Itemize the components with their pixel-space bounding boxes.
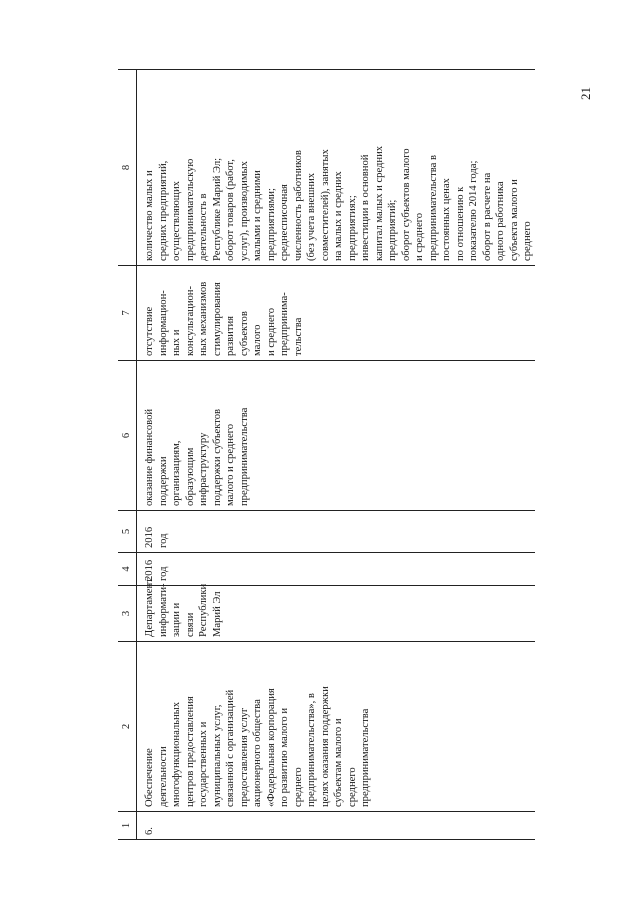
cell-line: консультацион-	[184, 286, 196, 356]
cell-line: 2016	[144, 526, 155, 548]
cell-line: деятельность в	[198, 193, 209, 261]
cell-line: год	[157, 566, 169, 581]
cell-line: субъектов	[238, 311, 250, 356]
cell-line: организациям,	[171, 440, 182, 506]
cell-line: информацион-	[157, 290, 169, 356]
cell-line: средних предприятий,	[157, 160, 169, 261]
col-number-6: 6	[118, 361, 137, 511]
cell-line: одного работника	[495, 181, 506, 261]
cell-line: предпринимательства», в	[306, 693, 317, 807]
cell-line: на малых и средних	[333, 171, 344, 261]
cell-line: поддержки	[157, 456, 169, 506]
cell-line: поддержки субъектов	[211, 408, 223, 506]
cell-line: многофункциональных	[171, 701, 182, 807]
cell-line: инвестиции в основной	[360, 154, 371, 261]
cell-line: среднесписочная	[279, 184, 290, 261]
cell-line: оборот субъектов малого	[400, 148, 412, 261]
cell-line: предпринимательскую	[184, 158, 196, 261]
cell-line: центров предоставления	[184, 696, 196, 807]
cell-line: субъекта малого и	[508, 179, 520, 261]
col-number-3: 3	[118, 586, 137, 642]
cell-line: предоставления услуг	[238, 707, 250, 807]
col-number-1: 1	[118, 812, 137, 840]
cell-line: образующим	[184, 447, 196, 506]
col-number-2: 2	[118, 642, 137, 812]
consequences-cell	[137, 266, 535, 361]
cell-line: осуществляющих	[171, 181, 182, 261]
cell-line: стимулирования	[211, 282, 223, 356]
page-number: 21	[578, 87, 593, 100]
cell-line: год	[157, 533, 169, 548]
cell-line: предприятиях;	[346, 195, 358, 261]
cell-line: услуг), производимых	[238, 161, 250, 261]
col-number-4: 4	[118, 553, 137, 586]
cell-line: по развитию малого и	[279, 707, 290, 807]
cell-line: предприятиями;	[265, 188, 277, 261]
cell-line: связанной с организацией	[225, 689, 236, 807]
cell-line: оборот товаров (работ,	[225, 159, 236, 261]
column-number-row	[118, 70, 137, 840]
rotated-table-wrapper	[118, 70, 533, 840]
cell-line: отсутствие	[144, 306, 155, 356]
cell-line: оказание финансовой	[144, 408, 155, 506]
cell-line: ных и	[171, 329, 182, 356]
start-cell	[137, 553, 535, 586]
cell-line: зации и	[171, 602, 182, 637]
cell-line: среднего	[522, 221, 533, 261]
measures-table	[118, 69, 535, 840]
cell-line: Марий Эл	[211, 591, 223, 637]
cell-line: акционерного общества	[252, 699, 263, 807]
cell-line: ных механизмов	[198, 281, 209, 356]
col-number-5: 5	[118, 511, 137, 553]
activity-cell	[137, 642, 535, 812]
cell-line: и среднего	[265, 307, 277, 356]
cell-line: предпринимательства в	[427, 155, 439, 261]
cell-line: предпринимательства	[360, 708, 371, 807]
cell-line: связи	[184, 612, 196, 637]
cell-line: численность работников	[292, 150, 304, 261]
cell-line: информати-	[157, 583, 169, 637]
table-row	[137, 70, 535, 840]
cell-line: инфраструктуру	[198, 432, 209, 506]
cell-line: постоянных ценах	[441, 178, 452, 261]
cell-line: показателю 2014 года;	[468, 160, 479, 261]
col-number-7: 7	[118, 266, 137, 361]
cell-line: (без учета внешних	[306, 172, 317, 261]
cell-line: субъектам малого и	[333, 718, 344, 807]
indicators-cell	[137, 70, 535, 266]
row-number: 6.	[137, 812, 535, 840]
cell-line: малого	[252, 324, 263, 356]
cell-line: Обеспечение	[144, 748, 155, 807]
cell-line: государственных и	[198, 721, 209, 807]
cell-line: целях оказания поддержки	[319, 686, 331, 807]
cell-line: малыми и средними	[252, 170, 263, 261]
cell-line: предпринимательства	[238, 407, 250, 506]
cell-line: по отношению к	[454, 186, 466, 261]
col-number-8: 8	[118, 70, 137, 266]
cell-line: Республики	[198, 583, 209, 637]
cell-line: оборот в расчете на	[481, 172, 493, 261]
cell-line: среднего	[292, 767, 304, 807]
cell-line: предпринима-	[279, 292, 290, 356]
cell-line: 2016	[144, 559, 155, 581]
cell-line: Департамент	[144, 578, 155, 637]
cell-line: малого и среднего	[225, 423, 236, 506]
cell-line: предприятий;	[387, 199, 398, 261]
result-cell	[137, 361, 535, 511]
cell-line: тельства	[292, 317, 304, 356]
cell-line: «Федеральная корпорация	[265, 688, 277, 807]
cell-line: развития	[225, 315, 236, 356]
cell-line: капитал малых и средних	[373, 145, 385, 261]
cell-line: совместителей), занятых	[319, 149, 331, 261]
cell-line: деятельности	[157, 746, 169, 807]
cell-line: среднего	[346, 767, 358, 807]
cell-line: количество малых и	[144, 170, 155, 261]
executor-cell	[137, 578, 535, 642]
cell-line: и среднего	[414, 212, 425, 261]
end-cell	[137, 511, 535, 553]
cell-line: Республике Марий Эл;	[211, 157, 223, 261]
cell-line: муниципальных услуг,	[211, 704, 223, 807]
